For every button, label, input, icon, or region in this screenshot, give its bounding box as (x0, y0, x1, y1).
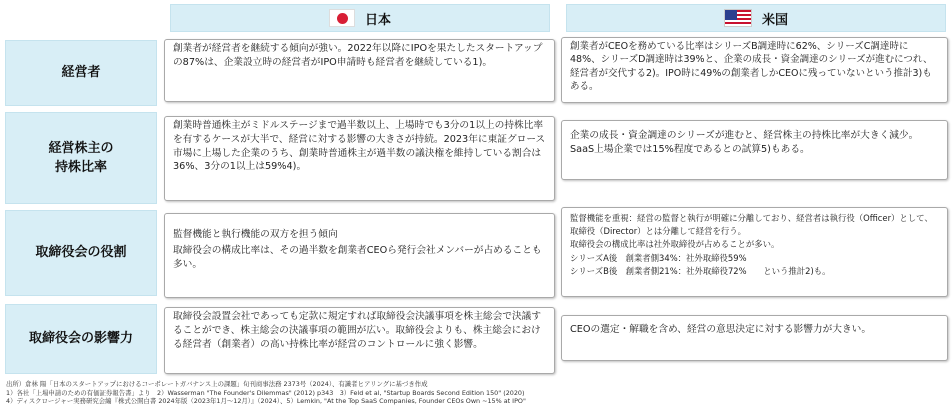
japan-header-label: 日本 (364, 12, 391, 28)
japan-shareholding-text: 創業時普通株主がミドルステージまで過半数以上、上場時でも3分の1以上の持株比率を有するケースが大半で、経営に対する影響の大きさが持続。2023年に東証グロース市場に上場した企業のうち、創業時普通株主が過半数の議決権を維持している割合は36%、3分の1以上は59%4)。 (173, 120, 546, 173)
row-label-manager: 経営者 (5, 40, 157, 106)
usa-cell-board-influence (561, 315, 948, 361)
footnote-refs-2: 4）ディスクロージャー実務研究会編『株式公開白書 2024年版（2023年1月〜12月）』（2024）、5）Lemkin, "At the Top SaaS Companies, Founder CEOs Own ~15% at IPO" (6, 397, 526, 406)
japan-cell-manager (164, 39, 555, 102)
usa-cell-shareholding (561, 120, 948, 180)
footnotes (6, 380, 946, 406)
row-label-shareholding: 経営株主の 持株比率 (5, 112, 157, 204)
us-flag-icon (724, 9, 752, 27)
usa-cell-manager (561, 37, 948, 103)
usa-board-role-text-4: シリーズB後 創業者側21%：社外取締役72% という推計2)も。 (570, 266, 831, 277)
usa-shareholding-text: 企業の成長・資金調達のシリーズが進むと、経営株主の持株比率が大きく減少。SaaS上場企業では15%程度であるとの試算5)もある。 (570, 130, 919, 155)
japan-cell-shareholding (164, 116, 555, 201)
japan-column-header (170, 4, 550, 32)
usa-board-influence-text: CEOの選定・解職を含め、経営の意思決定に対する影響力が大きい。 (570, 324, 872, 335)
row-label-board-role: 取締役会の役割 (5, 210, 157, 296)
japan-board-role-text-2: 取締役会の構成比率は、その過半数を創業者CEOら発行会社メンバーが占めることも多い。 (173, 244, 542, 270)
japan-cell-board-role (164, 213, 555, 298)
usa-header-label: 米国 (761, 12, 788, 28)
usa-column-header (566, 4, 946, 32)
usa-cell-board-role (561, 207, 948, 297)
usa-manager-text: 創業者がCEOを務めている比率はシリーズB調達時に62%、シリーズC調達時に48%、シリーズD調達時は39%と、企業の成長・資金調達のシリーズが進むにつれ、経営者が交代する2)。IPO時に49%の創業者しかCEOに残っていないという推計3)もある。 (570, 41, 933, 93)
usa-board-role-text-3: シリーズA後 創業者側34%：社外取締役59% (570, 252, 747, 263)
japan-flag-icon (329, 9, 355, 27)
japan-cell-board-influence (164, 307, 555, 374)
row-label-board-influence: 取締役会の影響力 (5, 304, 157, 374)
footnote-source: 出所）倉林 陽「日本のスタートアップにおけるコーポレートガバナンス上の課題」旬刊商事法務 2373号（2024）、有識者ヒアリングに基づき作成 (6, 380, 428, 388)
japan-board-influence-text: 取締役会設置会社であっても定款に規定すれば取締役会決議事項を株主総会で決議することができ、株主総会の決議事項の範囲が広い。取締役会よりも、株主総会における経営者（創業者）の高い持株比率が経営のコントロールに強く影響。 (173, 311, 542, 350)
japan-board-role-text-1: 監督機能と執行機能の双方を担う傾向 (173, 229, 338, 240)
japan-manager-text: 創業者が経営者を継続する傾向が強い。2022年以降にIPOを果たしたスタートアップの87%は、企業設立時の経営者がIPO申請時も経営者を継続している1)。 (173, 43, 543, 68)
footnote-refs-1: 1）各社「上場申請のための有価証券報告書」より 2）Wasserman "The Founder's Dilemmas" (2012) p343 3）Feld et al, "Startup Boards Second Edition 150" (2020) (6, 388, 525, 397)
usa-board-role-text-2: 取締役会の構成比率は社外取締役が占めることが多い。 (570, 239, 780, 250)
usa-board-role-text-1: 監督機能を重視：経営の監督と執行が明確に分離しており、経営者は執行役（Officer）として、取締役（Director）とは分離して経営を行う。 (570, 213, 933, 236)
